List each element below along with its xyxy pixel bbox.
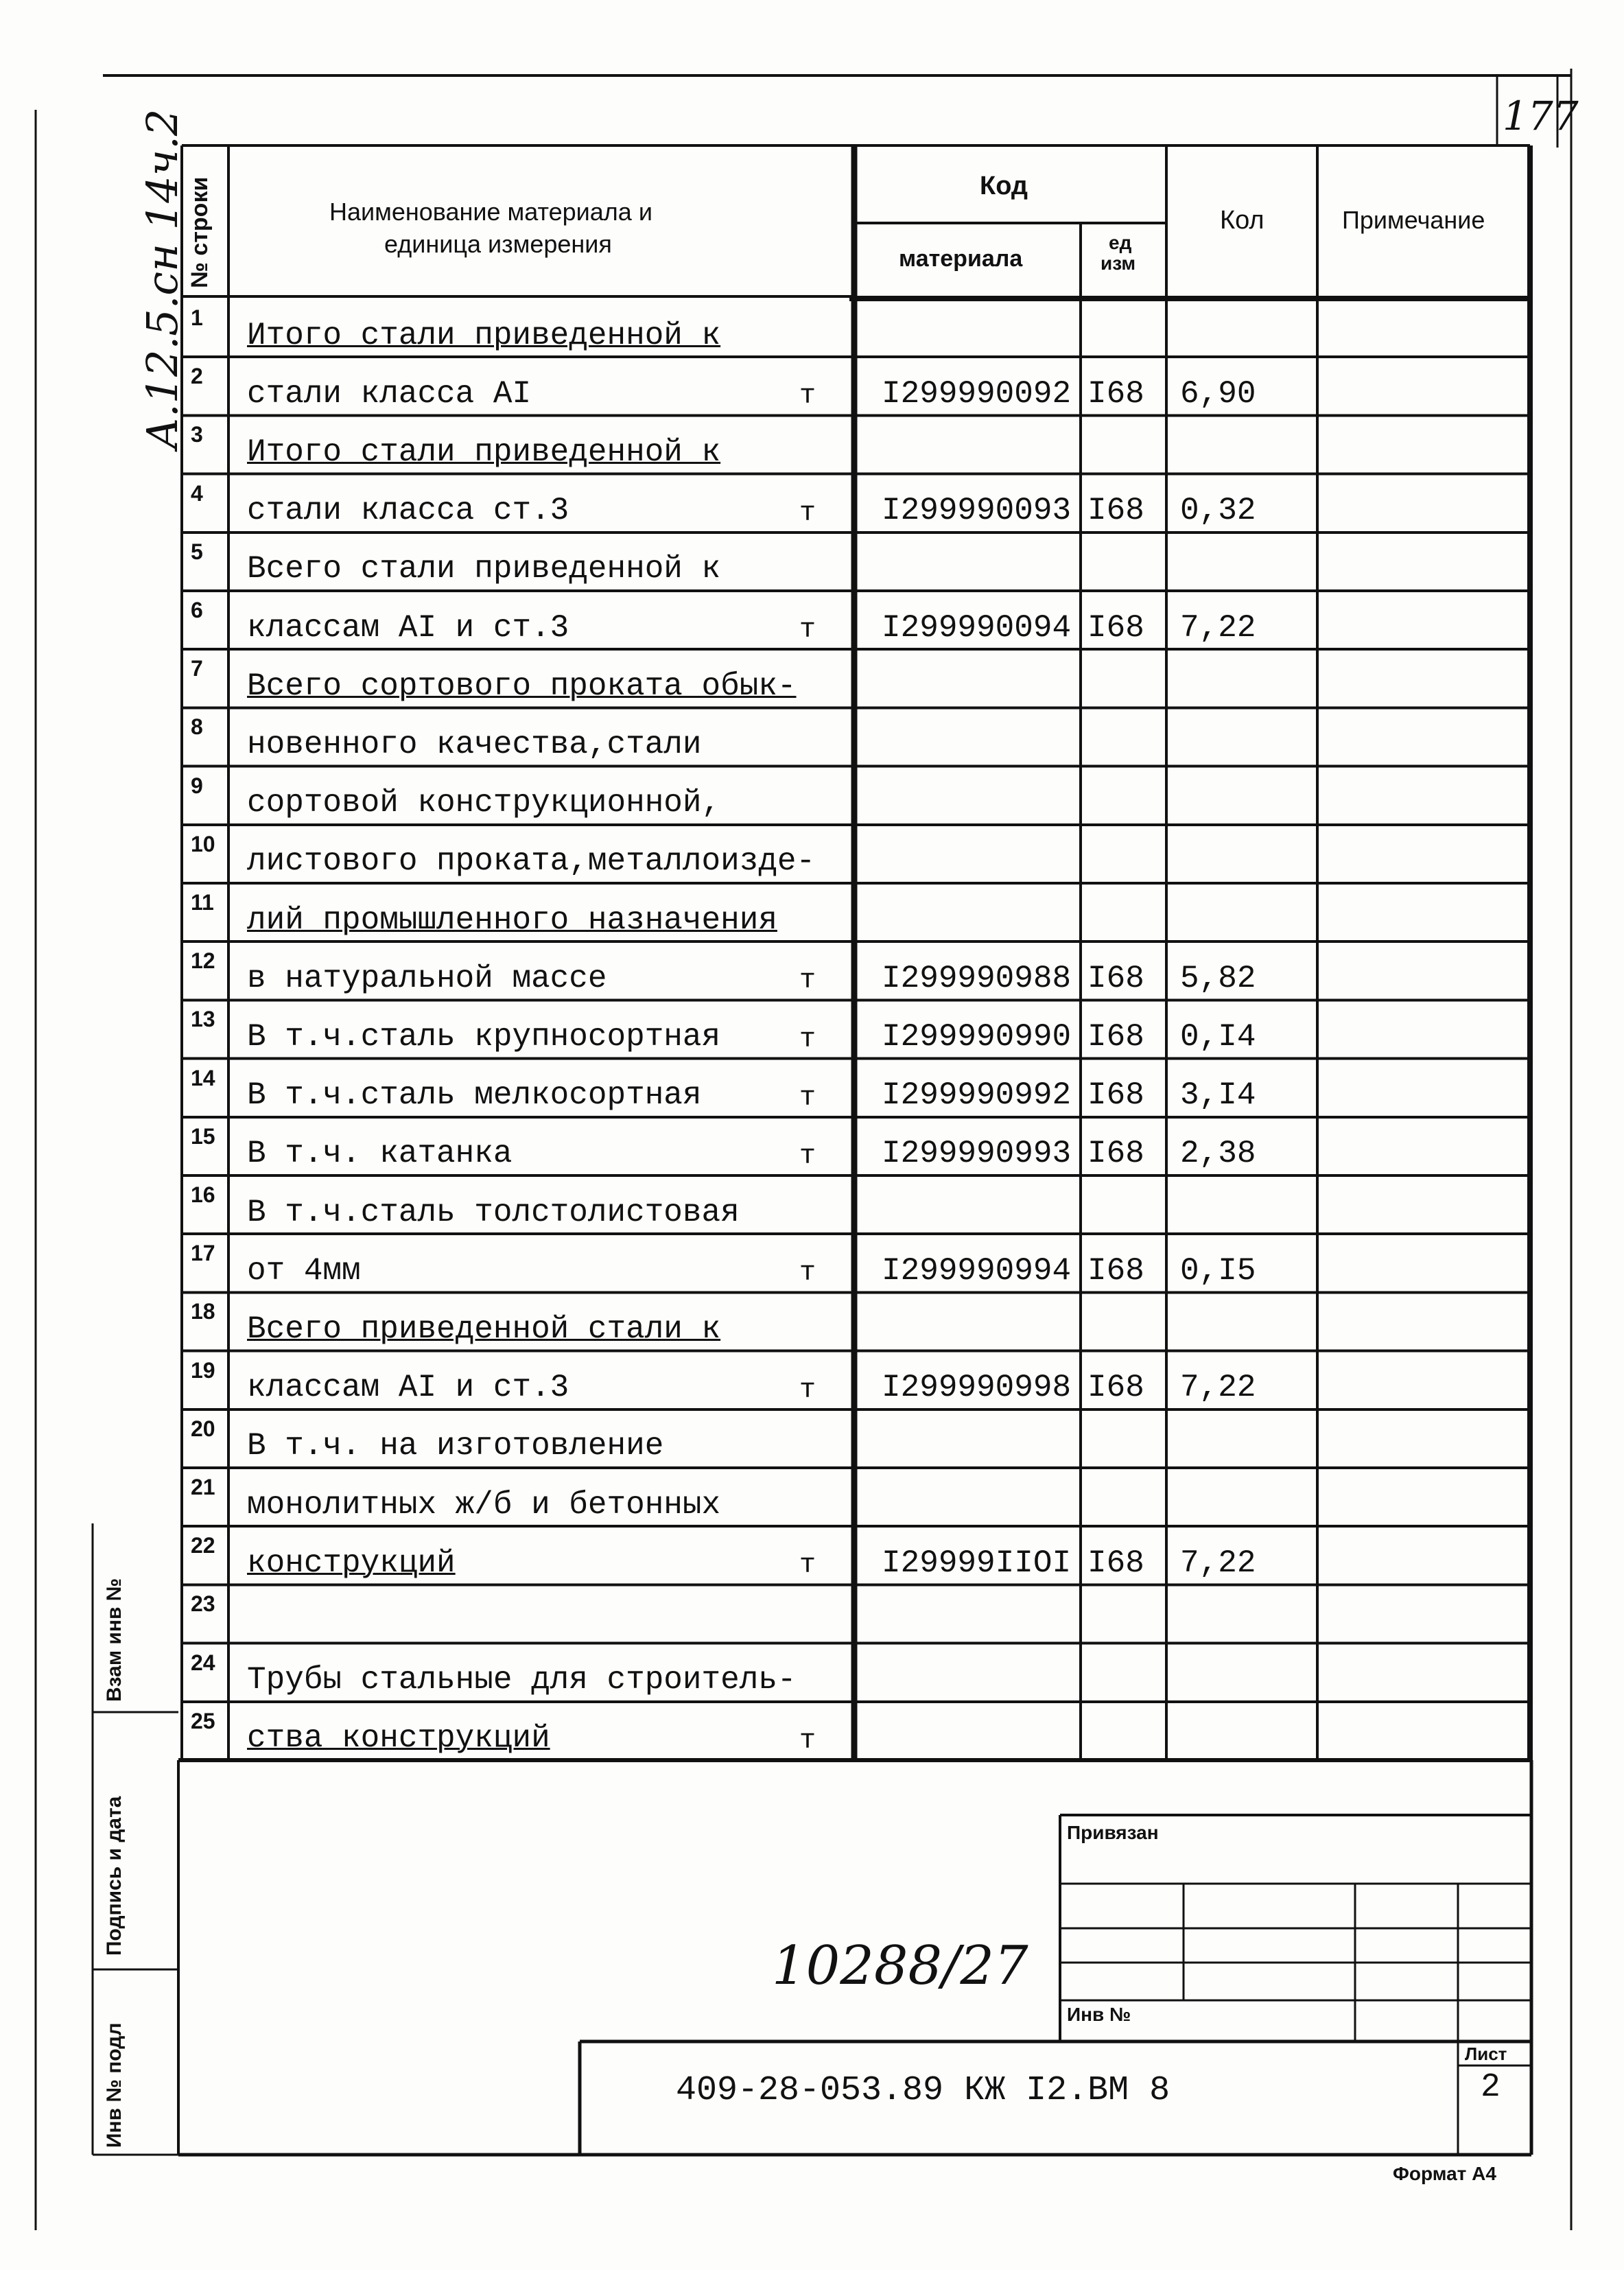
- quantity: 0,32: [1180, 493, 1256, 529]
- material-name: классам АI и ст.3: [247, 1370, 569, 1406]
- table-row: [0, 1000, 1624, 1058]
- margin-vzam-inv: Взам инв №: [103, 1578, 126, 1702]
- material-name: стали класса ст.3: [247, 493, 569, 529]
- table-row: [0, 1351, 1624, 1409]
- table-row: [0, 649, 1624, 707]
- table-row: [0, 825, 1624, 883]
- material-name: Всего сортового проката обык-: [247, 668, 797, 704]
- quantity: 0,I5: [1180, 1252, 1256, 1289]
- quantity: 2,38: [1180, 1136, 1256, 1172]
- unit-code: I68: [1087, 1077, 1144, 1114]
- quantity: 6,90: [1180, 375, 1256, 412]
- table-row: [0, 941, 1624, 1000]
- quantity: 0,I4: [1180, 1019, 1256, 1055]
- margin-sign-date: Подпись и дата: [103, 1796, 126, 1956]
- table-row: [0, 1175, 1624, 1234]
- row-number: 19: [191, 1357, 215, 1383]
- material-name: в натуральной массе: [247, 960, 607, 996]
- stamp-linked: Привязан: [1067, 1822, 1159, 1843]
- unit-label: т: [799, 1024, 816, 1055]
- material-name: Итого стали приведенной к: [247, 317, 721, 353]
- material-name: классам АI и ст.3: [247, 609, 569, 646]
- unit-label: т: [799, 498, 816, 529]
- quantity: 3,I4: [1180, 1077, 1256, 1114]
- material-name: монолитных ж/б и бетонных: [247, 1486, 721, 1523]
- unit-label: т: [799, 966, 816, 997]
- material-name: ства конструкций: [247, 1720, 550, 1757]
- material-name: листового проката,металлоизде-: [247, 843, 816, 880]
- header-name-line1: Наименование материала и: [329, 198, 652, 226]
- row-number: 8: [191, 714, 203, 740]
- table-row: [0, 299, 1624, 357]
- row-number: 22: [191, 1533, 215, 1558]
- table-row: [0, 533, 1624, 591]
- unit-label: т: [799, 1550, 816, 1582]
- row-number: 24: [191, 1650, 215, 1675]
- table-row: [0, 1468, 1624, 1526]
- table-row: [0, 1059, 1624, 1117]
- material-name: стали класса АI: [247, 375, 532, 412]
- material-name: конструкций: [247, 1545, 456, 1581]
- unit-code: I68: [1087, 960, 1144, 996]
- unit-label: т: [799, 1140, 816, 1172]
- row-number: 1: [191, 305, 203, 330]
- unit-label: т: [799, 615, 816, 646]
- table-row: [0, 1409, 1624, 1468]
- material-name: новенного качества,стали: [247, 727, 702, 763]
- material-name: Всего приведенной стали к: [247, 1311, 721, 1348]
- material-name: В т.ч.сталь крупносортная: [247, 1019, 721, 1055]
- unit-label: т: [799, 381, 816, 412]
- row-number: 25: [191, 1708, 215, 1733]
- header-code: Код: [980, 172, 1028, 200]
- row-number: 11: [191, 890, 214, 915]
- header-code-unit-2: изм: [1101, 253, 1136, 274]
- margin-inv-podl: Инв № подл: [103, 2022, 126, 2148]
- document-code: 409-28-053.89 КЖ I2.ВМ 8: [676, 2071, 1170, 2110]
- sheet-number: 2: [1481, 2069, 1501, 2106]
- unit-code: I68: [1087, 1252, 1144, 1289]
- material-name: Итого стали приведенной к: [247, 434, 721, 471]
- material-name: лий промышленного назначения: [247, 902, 777, 938]
- unit-code: I68: [1087, 1136, 1144, 1172]
- page-number: 177: [1503, 93, 1579, 139]
- header-code-material: материала: [899, 246, 1023, 272]
- table-row: [0, 767, 1624, 825]
- row-number: 15: [191, 1123, 215, 1149]
- material-code: I299990092: [882, 375, 1072, 412]
- material-code: I299990994: [882, 1252, 1072, 1289]
- table-row: [0, 1702, 1624, 1760]
- row-number: 10: [191, 831, 215, 856]
- quantity: 7,22: [1180, 1545, 1256, 1581]
- material-code: I299990988: [882, 960, 1072, 996]
- table-row: [0, 883, 1624, 941]
- table-row: [0, 707, 1624, 766]
- unit-label: т: [799, 1082, 816, 1114]
- table-row: [0, 1117, 1624, 1175]
- table-row: [0, 357, 1624, 415]
- row-number: 3: [191, 422, 203, 447]
- row-number: 9: [191, 773, 203, 798]
- row-number: 14: [191, 1065, 215, 1090]
- material-code: I299990992: [882, 1077, 1072, 1114]
- row-number: 17: [191, 1241, 215, 1266]
- unit-code: I68: [1087, 1370, 1144, 1406]
- table-row: [0, 1234, 1624, 1292]
- material-code: I299990990: [882, 1019, 1072, 1055]
- material-name: сортовой конструкционной,: [247, 785, 721, 821]
- header-name-line2: единица измерения: [384, 230, 612, 258]
- material-code: I299990094: [882, 609, 1072, 646]
- header-qty: Кол: [1220, 206, 1264, 235]
- unit-label: т: [799, 1258, 816, 1289]
- row-number: 7: [191, 656, 203, 681]
- table-row: [0, 1292, 1624, 1350]
- unit-code: I68: [1087, 375, 1144, 412]
- row-number: 16: [191, 1182, 215, 1207]
- material-name: В т.ч.сталь мелкосортная: [247, 1077, 702, 1114]
- row-number: 21: [191, 1475, 215, 1499]
- unit-code: I68: [1087, 1545, 1144, 1581]
- material-code: I299990998: [882, 1370, 1072, 1406]
- material-name: В т.ч.сталь толстолистовая: [247, 1194, 740, 1230]
- table-row: [0, 1526, 1624, 1584]
- material-code: I299990093: [882, 493, 1072, 529]
- material-code: I299990993: [882, 1136, 1072, 1172]
- row-number: 5: [191, 539, 203, 564]
- material-name: В т.ч. катанка: [247, 1136, 513, 1172]
- quantity: 7,22: [1180, 1370, 1256, 1406]
- sheet-label: Лист: [1465, 2044, 1507, 2064]
- header-row-no: № строки: [187, 176, 213, 288]
- table-row: [0, 415, 1624, 473]
- table-row: [0, 1584, 1624, 1643]
- table-row: [0, 474, 1624, 533]
- unit-code: I68: [1087, 493, 1144, 529]
- stamp-inv-no: Инв №: [1067, 2004, 1131, 2025]
- row-number: 12: [191, 948, 215, 974]
- unit-code: I68: [1087, 609, 1144, 646]
- row-number: 4: [191, 480, 203, 506]
- unit-code: I68: [1087, 1019, 1144, 1055]
- header-note: Примечание: [1342, 206, 1485, 234]
- row-number: 20: [191, 1416, 215, 1441]
- row-number: 23: [191, 1591, 215, 1617]
- unit-label: т: [799, 1374, 816, 1406]
- row-number: 6: [191, 598, 203, 622]
- format-label: Формат А4: [1393, 2163, 1496, 2184]
- material-name: В т.ч. на изготовление: [247, 1428, 664, 1464]
- unit-label: т: [799, 1725, 816, 1757]
- table-row: [0, 1643, 1624, 1702]
- quantity: 7,22: [1180, 609, 1256, 646]
- material-code: I29999IIOI: [882, 1545, 1072, 1581]
- table-row: [0, 591, 1624, 649]
- header-code-unit-1: ед: [1109, 232, 1132, 253]
- quantity: 5,82: [1180, 960, 1256, 996]
- row-number: 18: [191, 1299, 215, 1324]
- material-name: Всего стали приведенной к: [247, 551, 721, 587]
- handwritten-number: 10288/27: [772, 1935, 1028, 1997]
- row-number: 2: [191, 364, 203, 389]
- material-name: Трубы стальные для строитель-: [247, 1662, 797, 1698]
- archive-mark: А.12.5.сн 14ч.2: [137, 108, 187, 449]
- material-name: от 4мм: [247, 1252, 361, 1289]
- row-number: 13: [191, 1007, 215, 1032]
